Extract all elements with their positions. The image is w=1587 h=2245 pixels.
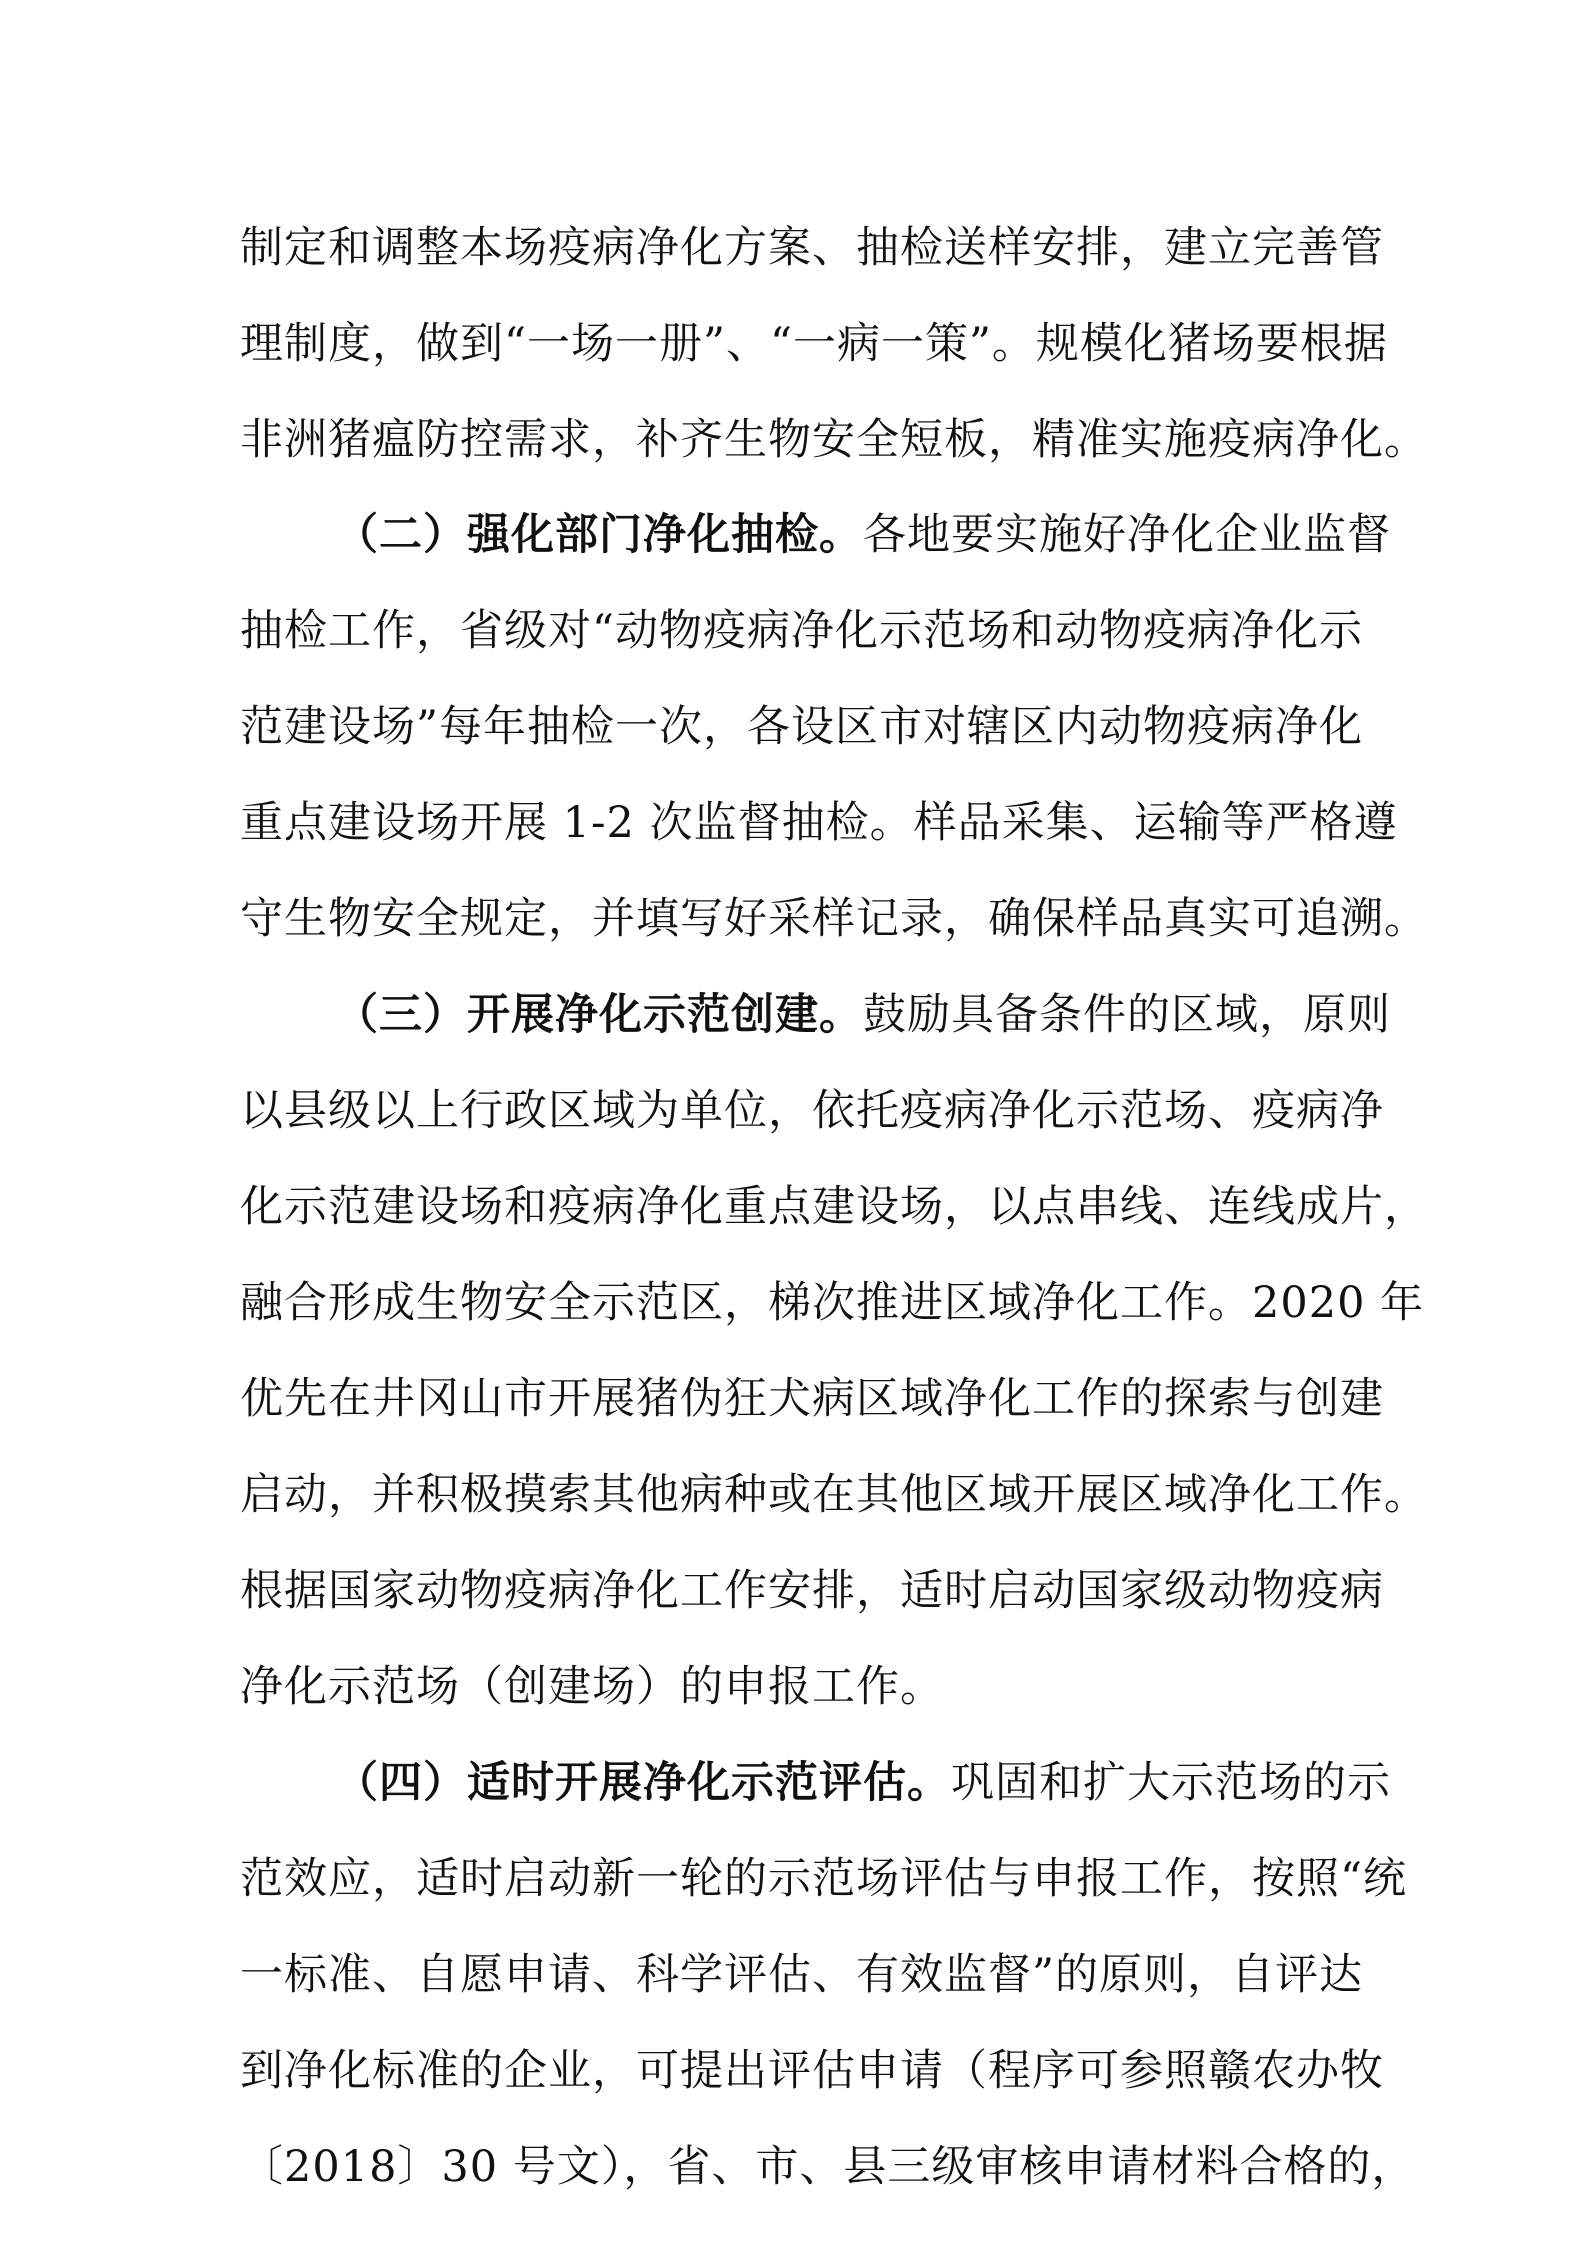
body-line-16: [240, 1655, 1355, 1719]
body-line-21: [240, 2135, 1416, 2199]
line-text: 启动，并积极摸索其他病种或在其他区域开展区域净化工作。: [240, 1470, 1428, 1520]
line-text: 到净化标准的企业，可提出评估申请（程序可参照赣农办牧: [240, 2046, 1384, 2096]
body-line-18: [240, 1847, 1407, 1911]
line-text: 化示范建设场和疫病净化重点建设场，以点串线、连线成片，: [240, 1182, 1428, 1232]
line-text: 净化示范场（创建场）的申报工作。: [240, 1662, 944, 1712]
body-line-5: [240, 599, 1363, 663]
body-line-3: [240, 408, 1428, 472]
body-line-1: [240, 216, 1384, 280]
body-line-8: [240, 887, 1428, 951]
body-line-14: [240, 1463, 1428, 1527]
body-line-12: [240, 1271, 1425, 1335]
line-text: 重点建设场开展 1-2 次监督抽检。样品采集、运输等严格遵: [240, 798, 1398, 848]
body-line-7: [240, 791, 1398, 855]
section-3-heading: （三）开展净化示范创建。: [335, 990, 863, 1040]
line-text: 鼓励具备条件的区域，原则: [863, 990, 1391, 1040]
line-text: 〔2018〕30 号文），省、市、县三级审核申请材料合格的，: [240, 2142, 1416, 2192]
line-text: 范建设场”每年抽检一次，各设区市对辖区内动物疫病净化: [240, 702, 1363, 752]
section-2-first-line: [335, 503, 1391, 567]
line-text: 优先在井冈山市开展猪伪狂犬病区域净化工作的探索与创建: [240, 1374, 1384, 1424]
body-line-20: [240, 2039, 1384, 2103]
line-text: 巩固和扩大示范场的示: [951, 1758, 1391, 1808]
section-2-heading: （二）强化部门净化抽检。: [335, 510, 863, 560]
line-text: 融合形成生物安全示范区，梯次推进区域净化工作。2020 年: [240, 1278, 1425, 1328]
line-text: 各地要实施好净化企业监督: [863, 510, 1391, 560]
line-text: 守生物安全规定，并填写好采样记录，确保样品真实可追溯。: [240, 894, 1428, 944]
section-4-heading: （四）适时开展净化示范评估。: [335, 1758, 951, 1808]
body-line-19: [240, 1943, 1363, 2007]
body-line-2: [240, 312, 1388, 376]
line-text: 根据国家动物疫病净化工作安排，适时启动国家级动物疫病: [240, 1566, 1384, 1616]
line-text: 非洲猪瘟防控需求，补齐生物安全短板，精准实施疫病净化。: [240, 415, 1428, 465]
body-line-15: [240, 1559, 1384, 1623]
line-text: 范效应，适时启动新一轮的示范场评估与申报工作，按照“统: [240, 1854, 1407, 1904]
line-text: 以县级以上行政区域为单位，依托疫病净化示范场、疫病净: [240, 1086, 1384, 1136]
body-line-11: [240, 1175, 1428, 1239]
body-line-6: [240, 695, 1363, 759]
body-line-10: [240, 1079, 1384, 1143]
line-text: 一标准、自愿申请、科学评估、有效监督”的原则，自评达: [240, 1950, 1363, 2000]
body-line-13: [240, 1367, 1384, 1431]
section-4-first-line: [335, 1751, 1391, 1815]
section-3-first-line: [335, 983, 1391, 1047]
line-text: 抽检工作，省级对“动物疫病净化示范场和动物疫病净化示: [240, 606, 1363, 656]
line-text: 制定和调整本场疫病净化方案、抽检送样安排，建立完善管: [240, 223, 1384, 273]
line-text: 理制度，做到“一场一册”、“一病一策”。规模化猪场要根据: [240, 319, 1388, 369]
